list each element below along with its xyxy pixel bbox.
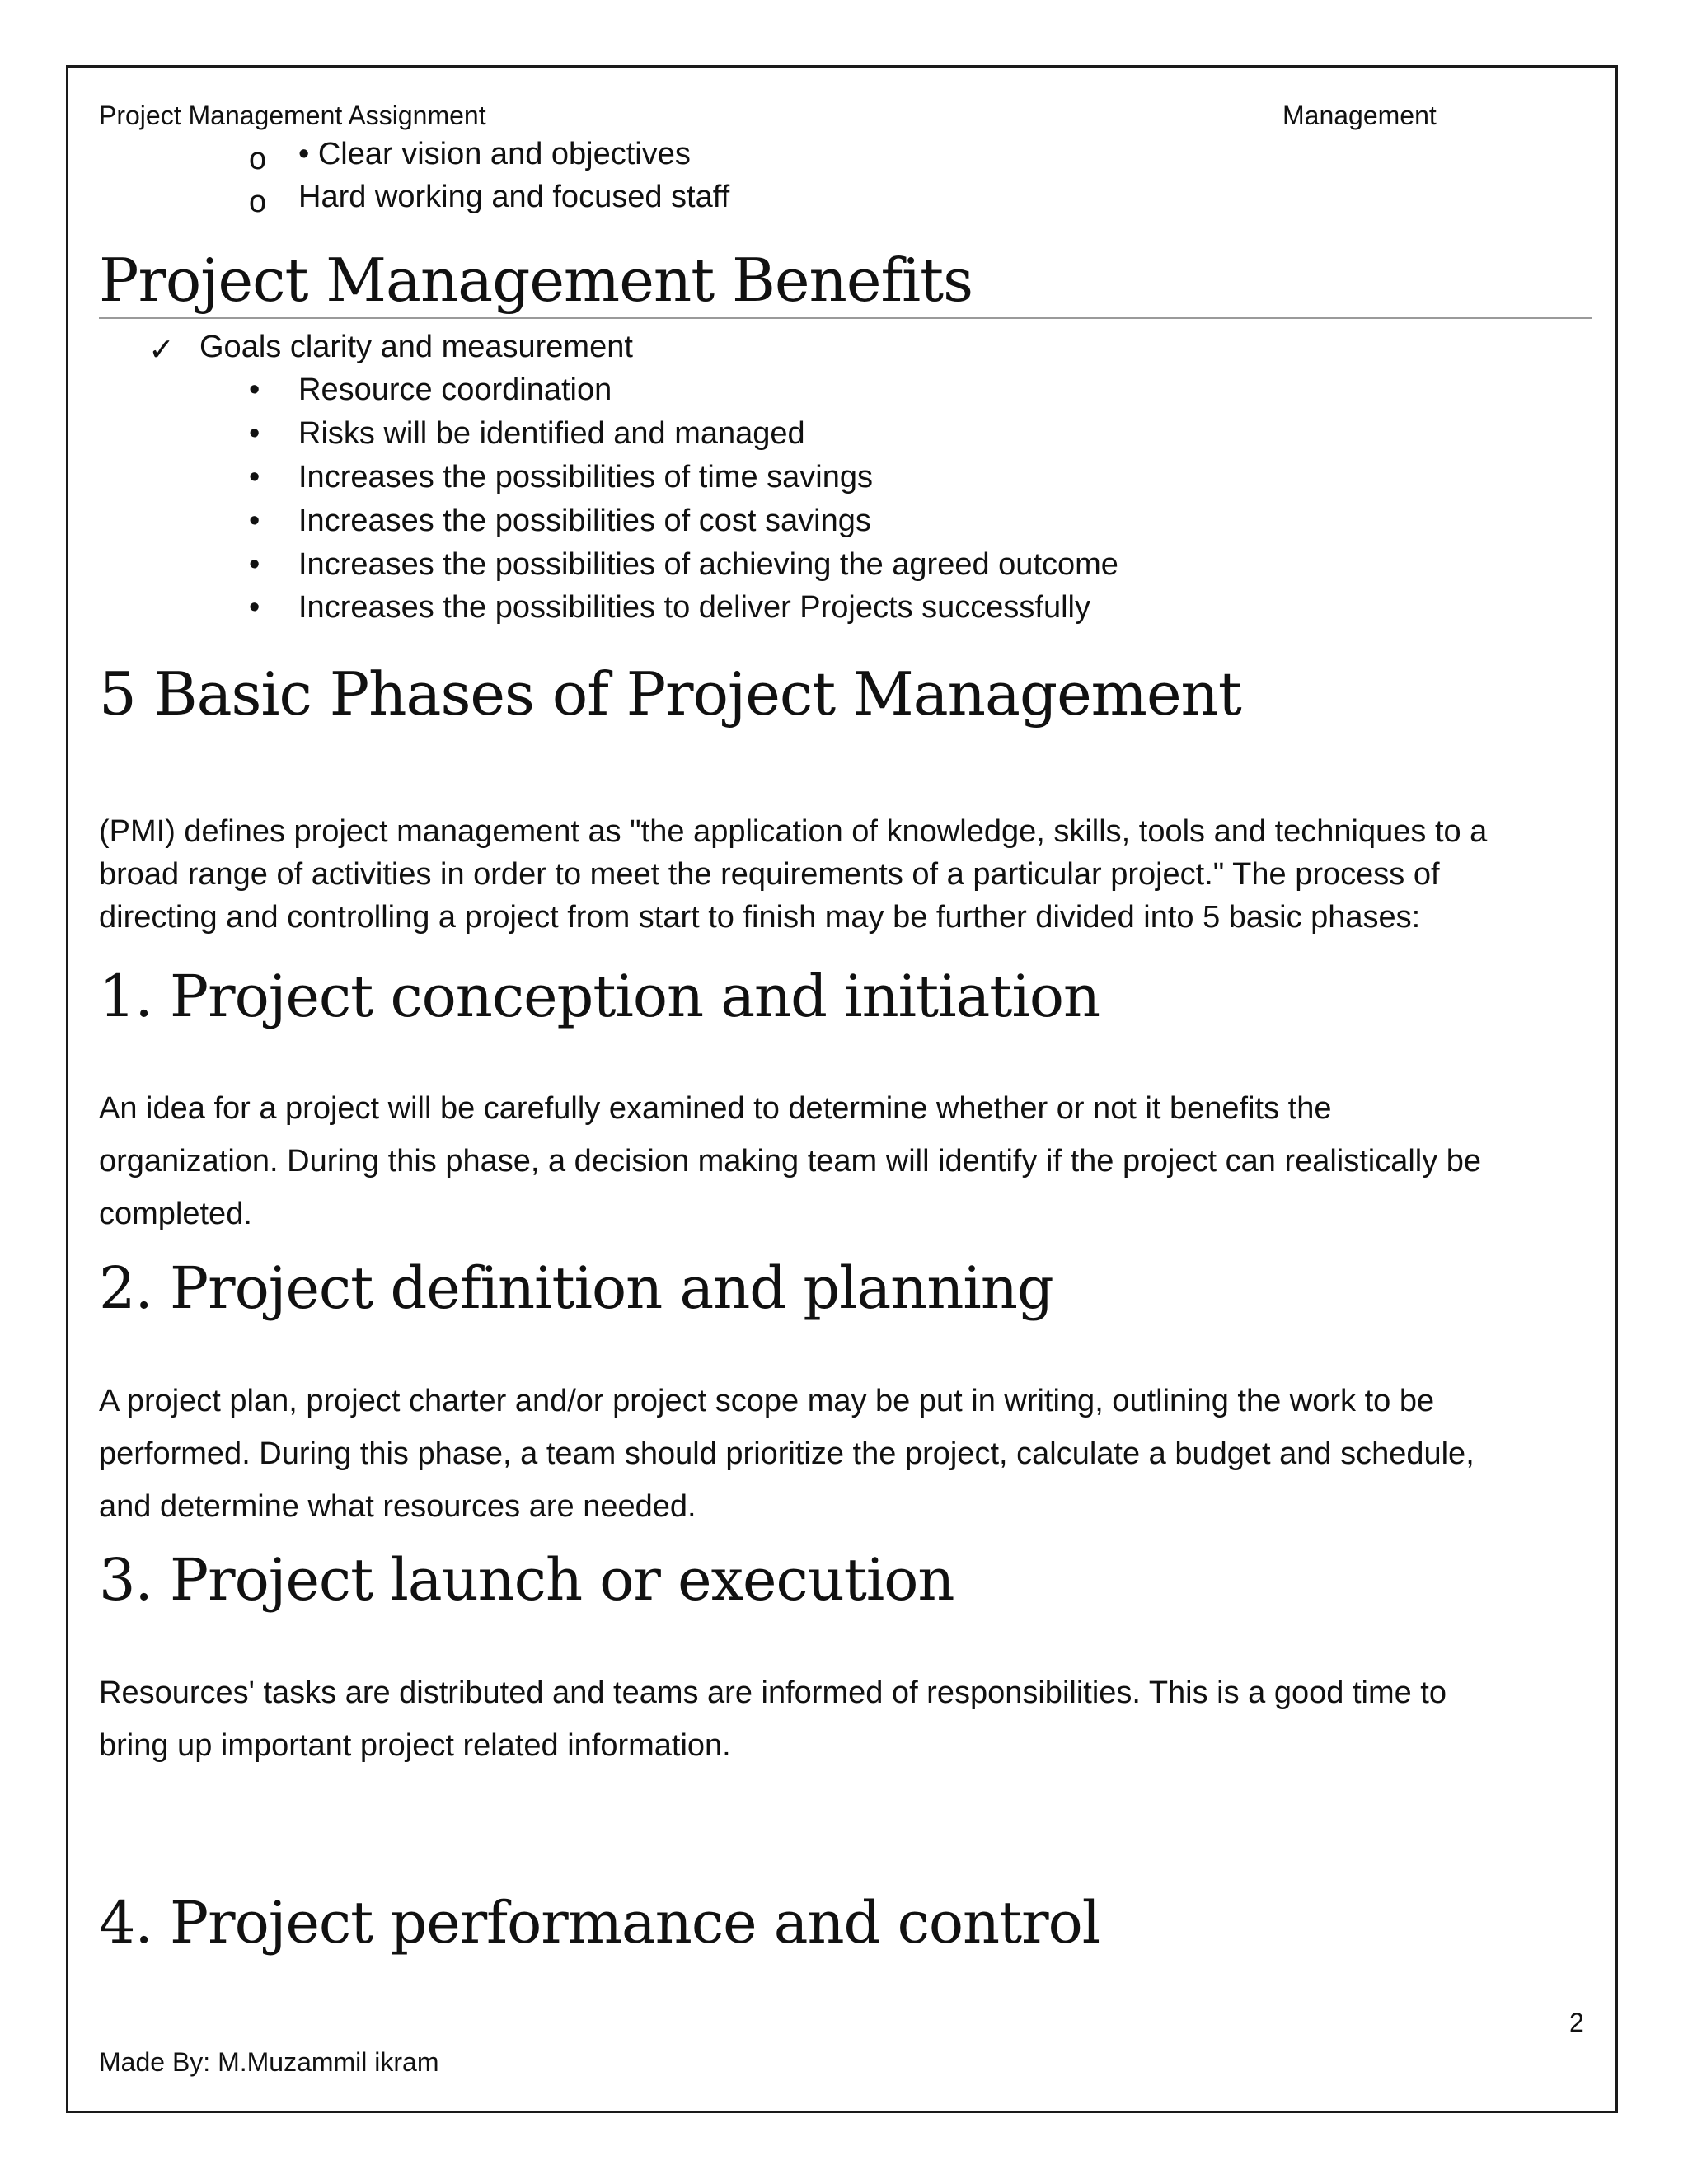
- list-item: Risks will be identified and managed: [298, 416, 805, 451]
- page-number: 2: [1569, 2008, 1584, 2037]
- bullet-icon: •: [249, 590, 260, 625]
- paragraph-line: organization. During this phase, a decision making team will identify if the project can realistically be: [99, 1144, 1482, 1179]
- paragraph-line: An idea for a project will be carefully examined to determine whether or not it benefits the: [99, 1091, 1332, 1126]
- footer-author: Made By: M.Muzammil ikram: [99, 2047, 439, 2077]
- paragraph-line: broad range of activities in order to meet the requirements of a particular project." The process of: [99, 857, 1440, 892]
- list-item: Increases the possibilities of achieving the agreed outcome: [298, 547, 1118, 582]
- bullet-icon: •: [249, 460, 260, 494]
- paragraph-line: completed.: [99, 1197, 252, 1231]
- check-item: Goals clarity and measurement: [199, 330, 633, 364]
- section-paragraph: [99, 1666, 1574, 1772]
- heading-divider: [99, 317, 1592, 319]
- paragraph-line: bring up important project related information.: [99, 1728, 731, 1763]
- paragraph-line: Resources' tasks are distributed and teams are informed of responsibilities. This is a good time to: [99, 1675, 1447, 1710]
- bullet-icon: •: [249, 416, 260, 451]
- bullet-icon: •: [249, 504, 260, 538]
- list-item: Increases the possibilities of cost savings: [298, 504, 871, 538]
- list-item: • Clear vision and objectives: [298, 137, 691, 171]
- section-title: 2. Project definition and planning: [99, 1254, 1053, 1322]
- header-left: Project Management Assignment: [99, 101, 486, 130]
- paragraph-line: (PMI) defines project management as "the application of knowledge, skills, tools and techniques to a: [99, 814, 1488, 849]
- bullet-icon: •: [249, 373, 260, 407]
- section-paragraph: [99, 1375, 1574, 1533]
- paragraph-line: and determine what resources are needed.: [99, 1489, 696, 1524]
- list-marker: o: [249, 185, 267, 219]
- list-marker: o: [249, 142, 267, 176]
- bullet-icon: •: [249, 547, 260, 582]
- benefits-heading: Project Management Benefits: [99, 246, 973, 315]
- intro-paragraph: [99, 810, 1574, 939]
- section-title: 4. Project performance and control: [99, 1889, 1100, 1957]
- header-right: Management: [1282, 101, 1437, 130]
- paragraph-line: directing and controlling a project from start to finish may be further divided into 5 basic phases:: [99, 900, 1421, 935]
- checkmark-icon: ✓: [148, 333, 175, 368]
- list-item: Resource coordination: [298, 373, 612, 407]
- list-item: Hard working and focused staff: [298, 180, 730, 214]
- section-paragraph: [99, 1082, 1574, 1240]
- paragraph-line: performed. During this phase, a team should prioritize the project, calculate a budget and schedule,: [99, 1436, 1475, 1471]
- section-title: 3. Project launch or execution: [99, 1546, 954, 1614]
- list-item: Increases the possibilities of time savings: [298, 460, 873, 494]
- paragraph-line: A project plan, project charter and/or project scope may be put in writing, outlining the work to be: [99, 1384, 1435, 1418]
- phases-heading: 5 Basic Phases of Project Management: [99, 659, 1241, 729]
- list-item: Increases the possibilities to deliver Projects successfully: [298, 590, 1090, 625]
- section-title: 1. Project conception and initiation: [99, 963, 1100, 1030]
